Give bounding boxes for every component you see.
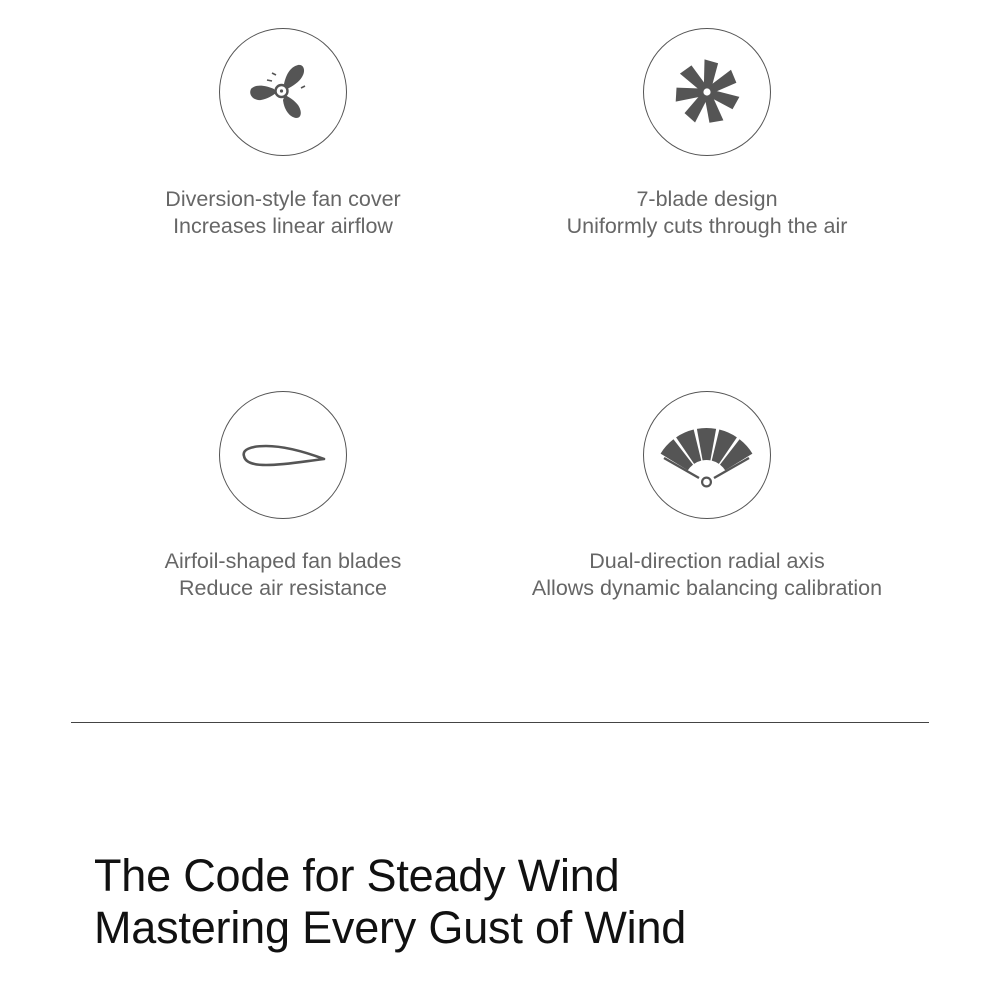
seven-blade-icon — [643, 28, 771, 156]
feature-title: Airfoil-shaped fan blades — [164, 549, 402, 573]
feature-caption — [63, 548, 503, 602]
headline-line-1: The Code for Steady Wind — [94, 850, 620, 901]
feature-subtitle: Increases linear airflow — [173, 214, 393, 238]
radial-axis-icon — [643, 391, 771, 519]
section-divider — [71, 722, 929, 723]
headline — [94, 850, 686, 954]
feature-title: Diversion-style fan cover — [165, 187, 401, 211]
headline-line-2: Mastering Every Gust of Wind — [94, 902, 687, 953]
airfoil-icon — [219, 391, 347, 519]
feature-caption — [63, 186, 503, 240]
feature-caption — [487, 186, 927, 240]
feature-caption — [487, 548, 927, 602]
feature-subtitle: Allows dynamic balancing calibration — [531, 576, 883, 600]
feature-subtitle: Reduce air resistance — [179, 576, 387, 600]
fan-cover-icon — [219, 28, 347, 156]
feature-title: Dual-direction radial axis — [589, 549, 825, 573]
feature-title: 7-blade design — [636, 187, 778, 211]
feature-subtitle: Uniformly cuts through the air — [566, 214, 848, 238]
